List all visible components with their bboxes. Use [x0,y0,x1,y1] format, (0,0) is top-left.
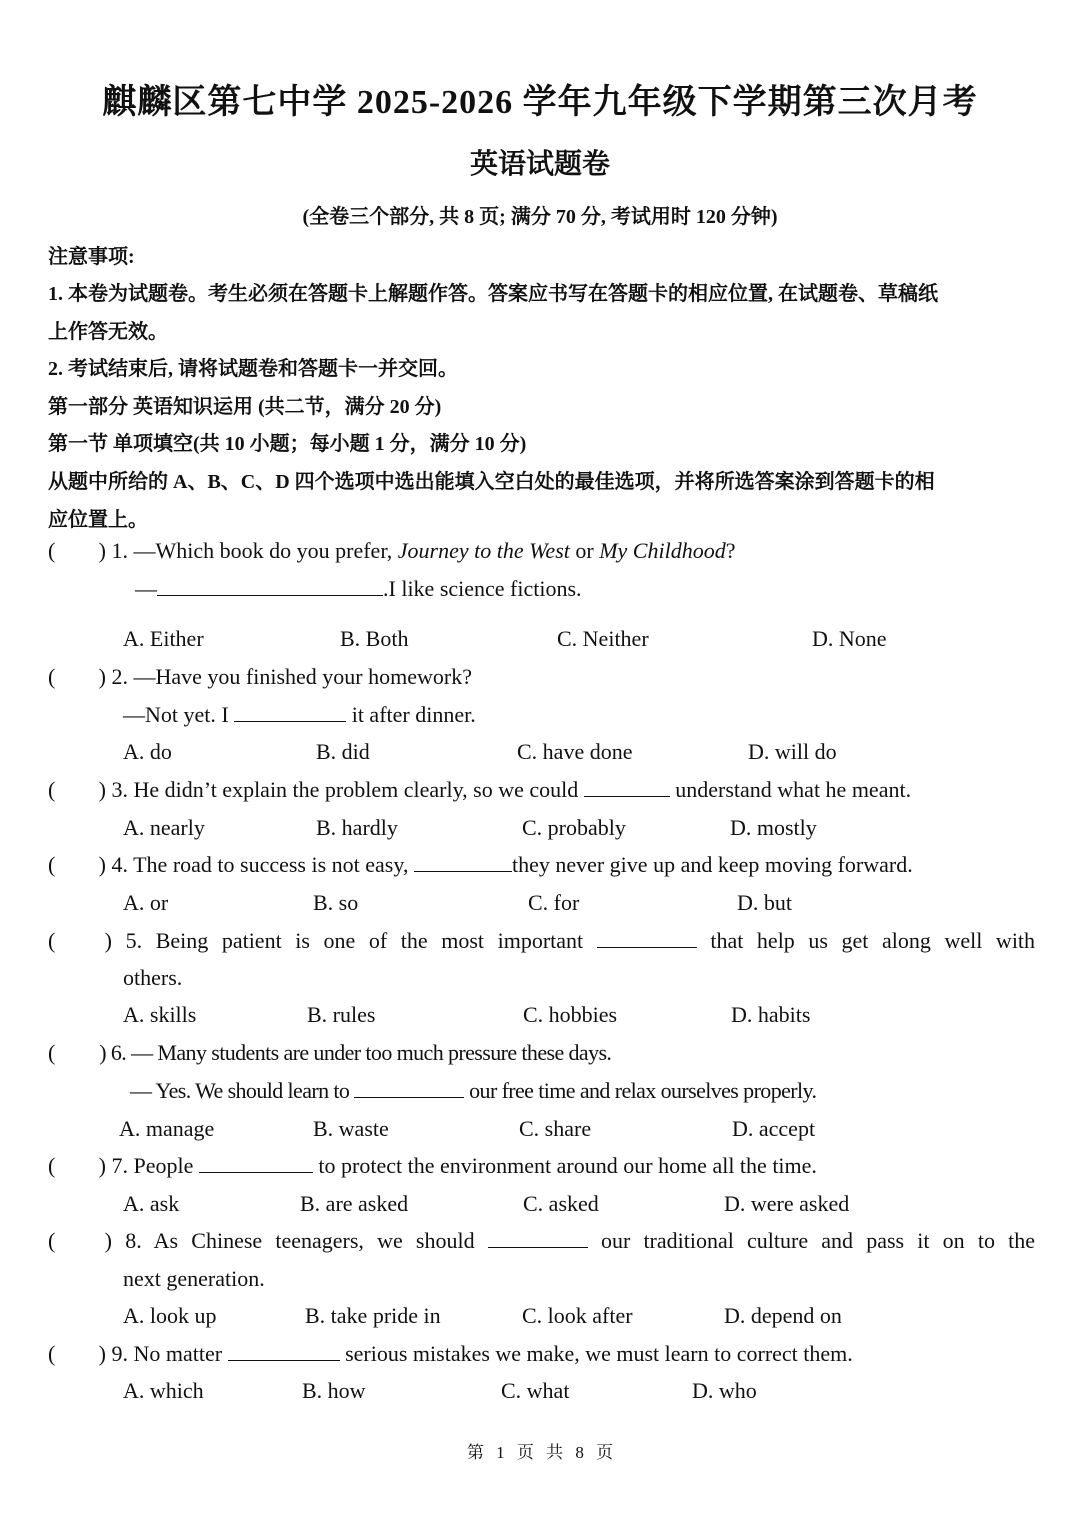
option-b: B. did [316,739,370,764]
answer-bracket[interactable] [48,777,106,803]
question-5: ( ) 5. Being patient is one of the most important that help us get along well with [48,928,1036,953]
option-c: C. what [501,1378,570,1403]
option-b: B. take pride in [305,1303,441,1328]
option-c: C. have done [517,739,633,764]
option-a: A. skills [123,1002,197,1027]
answer-bracket[interactable] [48,1341,106,1367]
question-6-reply: — Yes. We should learn to our free time and relax ourselves properly. [130,1078,817,1103]
question-5-cont: others. [123,965,183,990]
question-8-cont: next generation. [123,1266,265,1291]
option-b: B. are asked [300,1191,409,1216]
exam-info: (全卷三个部分, 共 8 页; 满分 70 分, 考试用时 120 分钟) [302,206,778,228]
answer-bracket[interactable]: ( ) [48,928,112,953]
option-c: C. look after [522,1303,633,1328]
option-d: D. were asked [724,1191,850,1216]
option-a: A. or [123,890,169,915]
question-1-reply: — .I like science fictions. [135,576,582,601]
option-a: A. manage [119,1116,215,1141]
option-a: A. which [123,1378,204,1403]
option-d: D. None [812,626,887,651]
option-d: D. who [692,1378,757,1403]
question-4: ( ) 4. The road to success is not easy, they never give up and keep moving forward. [48,852,913,878]
question-8: ( ) 8. As Chinese teenagers, we should our traditional culture and pass it on to the [48,1228,1036,1253]
option-a: A. ask [123,1191,180,1216]
option-b: B. waste [313,1116,389,1141]
option-d: D. accept [732,1116,816,1141]
blank [157,577,383,596]
option-c: C. hobbies [523,1002,618,1027]
note-1a: 1. 本卷为试题卷。考生必须在答题卡上解题作答。答案应书写在答题卡的相应位置, 在试题卷、草稿纸 [48,283,938,305]
question-7: ( ) 7. People to protect the environment around our home all the time. [48,1153,817,1179]
blank [354,1079,464,1098]
answer-bracket[interactable] [48,538,106,564]
question-6: ( ) 6. — Many students are under too much pressure these days. [48,1040,611,1066]
page-footer: 第 1 页 共 8 页 [466,1443,614,1462]
notes-heading: 注意事项: [48,246,135,268]
answer-bracket[interactable] [48,852,106,878]
instructions-a: 从题中所给的 A、B、C、D 四个选项中选出能填入空白处的最佳选项，并将所选答案涂到答题卡的相 [48,471,935,493]
note-1b: 上作答无效。 [48,321,168,343]
blank [597,929,697,948]
section1-heading: 第一节 单项填空(共 10 小题；每小题 1 分，满分 10 分) [48,433,527,455]
question-2-reply: —Not yet. I it after dinner. [123,702,476,727]
blank [488,1229,588,1248]
instructions-b: 应位置上。 [48,509,148,531]
question-1: ( ) 1. —Which book do you prefer, Journey to the West or My Childhood? [48,538,735,564]
option-d: D. depend on [724,1303,842,1328]
question-2: ( ) 2. —Have you finished your homework? [48,664,472,690]
option-a: A. do [123,739,172,764]
answer-bracket[interactable] [48,1040,106,1066]
option-c: C. Neither [557,626,649,651]
option-b: B. how [302,1378,366,1403]
option-d: D. mostly [730,815,817,840]
part1-heading: 第一部分 英语知识运用 (共二节，满分 20 分) [48,396,442,418]
option-b: B. rules [307,1002,376,1027]
exam-subtitle: 英语试题卷 [469,149,610,180]
option-a: A. look up [123,1303,217,1328]
blank [228,1342,340,1361]
option-b: B. Both [340,626,409,651]
option-a: A. Either [123,626,204,651]
blank [199,1154,313,1173]
option-d: D. habits [731,1002,811,1027]
answer-bracket[interactable]: ( ) [48,1228,112,1253]
option-b: B. hardly [316,815,398,840]
question-3: ( ) 3. He didn’t explain the problem clearly, so we could understand what he meant. [48,777,911,803]
option-c: C. share [519,1116,592,1141]
question-9: ( ) 9. No matter serious mistakes we make, we must learn to correct them. [48,1341,853,1367]
blank [584,778,670,797]
exam-title: 麒麟区第七中学 2025-2026 学年九年级下学期第三次月考 [102,84,978,121]
option-c: C. asked [523,1191,599,1216]
option-b: B. so [313,890,359,915]
note-2: 2. 考试结束后, 请将试题卷和答题卡一并交回。 [48,358,458,380]
blank [234,703,346,722]
option-a: A. nearly [123,815,205,840]
answer-bracket[interactable] [48,664,106,690]
answer-bracket[interactable] [48,1153,106,1179]
option-c: C. for [528,890,580,915]
option-d: D. but [737,890,792,915]
option-d: D. will do [748,739,837,764]
blank [414,853,512,872]
option-c: C. probably [522,815,626,840]
